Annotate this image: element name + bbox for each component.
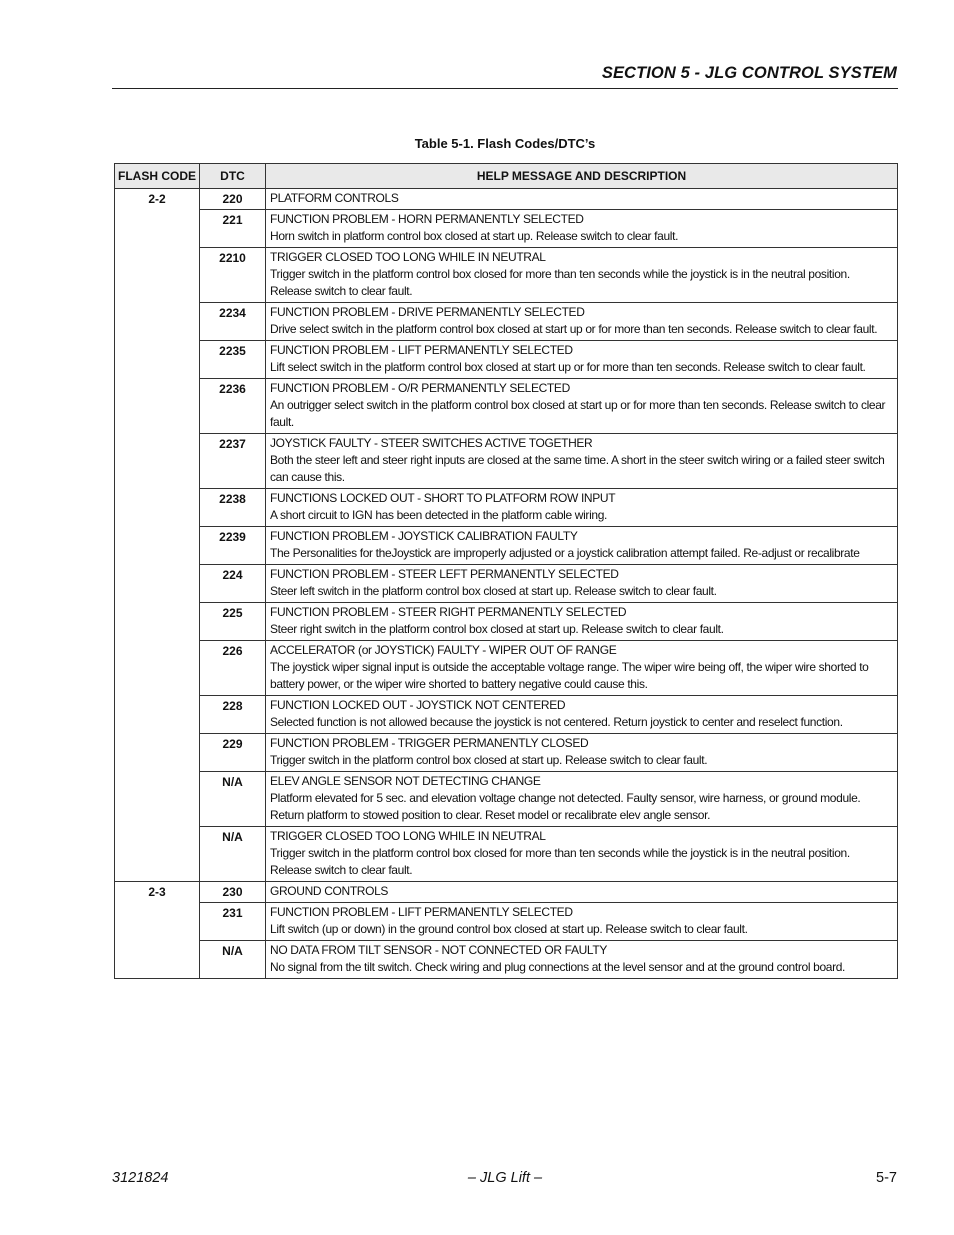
- help-message-description: Platform elevated for 5 sec. and elevation voltage change not detected. Faulty sensor, wire harness, or ground module. Return platform to stowed position to clear. Reset model or recalibrate elev angle sensor.: [270, 791, 861, 822]
- help-message-description: A short circuit to IGN has been detected in the platform cable wiring.: [270, 508, 608, 522]
- dtc-cell: 231: [200, 903, 266, 941]
- dtc-cell: 230: [200, 882, 266, 903]
- table-row: [115, 882, 898, 903]
- help-message-cell: [266, 903, 898, 941]
- dtc-cell: 2210: [200, 248, 266, 303]
- help-message-cell: [266, 434, 898, 489]
- dtc-cell: N/A: [200, 941, 266, 979]
- dtc-cell: 229: [200, 734, 266, 772]
- help-message-title: TRIGGER CLOSED TOO LONG WHILE IN NEUTRAL: [270, 829, 546, 843]
- table-row: [115, 489, 898, 527]
- help-message-title: FUNCTION PROBLEM - DRIVE PERMANENTLY SELECTED: [270, 305, 585, 319]
- dtc-cell: N/A: [200, 772, 266, 827]
- table-row: [115, 248, 898, 303]
- dtc-cell: 226: [200, 641, 266, 696]
- help-message-title: FUNCTION PROBLEM - O/R PERMANENTLY SELECTED: [270, 381, 570, 395]
- help-message-title: PLATFORM CONTROLS: [270, 191, 399, 205]
- table-row: [115, 565, 898, 603]
- help-message-cell: [266, 379, 898, 434]
- table-caption: Table 5-1. Flash Codes/DTC’s: [414, 136, 596, 151]
- help-message-cell: [266, 603, 898, 641]
- table-body: [115, 189, 898, 979]
- flash-codes-table: [114, 163, 898, 979]
- flash-code-cell: 2-2: [115, 189, 200, 882]
- table-header-row: [115, 164, 898, 189]
- help-message-cell: [266, 882, 898, 903]
- table-row: [115, 341, 898, 379]
- help-message-cell: [266, 189, 898, 210]
- help-message-title: FUNCTIONS LOCKED OUT - SHORT TO PLATFORM ROW INPUT: [270, 491, 616, 505]
- footer-brand: – JLG Lift –: [467, 1170, 543, 1186]
- dtc-cell: 2239: [200, 527, 266, 565]
- help-message-title: NO DATA FROM TILT SENSOR - NOT CONNECTED OR FAULTY: [270, 943, 607, 957]
- dtc-cell: 220: [200, 189, 266, 210]
- help-message-cell: [266, 489, 898, 527]
- help-message-description: Drive select switch in the platform control box closed at start up or for more than ten seconds. Release switch to clear fault.: [270, 322, 878, 336]
- dtc-cell: 224: [200, 565, 266, 603]
- header-rule: [112, 88, 898, 89]
- help-message-description: Trigger switch in the platform control box closed for more than ten seconds while the joystick is in the neutral position. Release switch to clear fault.: [270, 846, 850, 877]
- help-message-title: FUNCTION PROBLEM - STEER RIGHT PERMANENTLY SELECTED: [270, 605, 627, 619]
- help-message-description: Lift switch (up or down) in the ground control box closed at start up. Release switch to clear fault.: [270, 922, 748, 936]
- help-message-cell: [266, 341, 898, 379]
- dtc-cell: 228: [200, 696, 266, 734]
- flash-code-cell: 2-3: [115, 882, 200, 979]
- help-message-description: The Personalities for theJoystick are improperly adjusted or a joystick calibration attempt failed. Re-adjust or recalibrate: [270, 546, 860, 560]
- table-row: [115, 527, 898, 565]
- help-message-cell: [266, 941, 898, 979]
- table-row: [115, 734, 898, 772]
- help-message-cell: [266, 248, 898, 303]
- dtc-cell: 2235: [200, 341, 266, 379]
- table-row: [115, 379, 898, 434]
- help-message-title: FUNCTION PROBLEM - HORN PERMANENTLY SELECTED: [270, 212, 584, 226]
- help-message-description: Selected function is not allowed because the joystick is not centered. Return joystick to center and reselect function.: [270, 715, 843, 729]
- help-message-title: FUNCTION PROBLEM - LIFT PERMANENTLY SELECTED: [270, 905, 573, 919]
- help-message-cell: [266, 734, 898, 772]
- document-number: 3121824: [112, 1170, 169, 1186]
- table-row: [115, 303, 898, 341]
- help-message-cell: [266, 210, 898, 248]
- help-message-description: Steer right switch in the platform control box closed at start up. Release switch to clear fault.: [270, 622, 724, 636]
- help-message-description: Horn switch in platform control box closed at start up. Release switch to clear fault.: [270, 229, 679, 243]
- section-title: SECTION 5 - JLG CONTROL SYSTEM: [601, 64, 897, 82]
- help-message-title: FUNCTION LOCKED OUT - JOYSTICK NOT CENTERED: [270, 698, 566, 712]
- help-message-cell: [266, 565, 898, 603]
- help-message-cell: [266, 772, 898, 827]
- table-row: [115, 210, 898, 248]
- help-message-title: FUNCTION PROBLEM - JOYSTICK CALIBRATION FAULTY: [270, 529, 578, 543]
- table-row: [115, 189, 898, 210]
- help-message-title: FUNCTION PROBLEM - TRIGGER PERMANENTLY CLOSED: [270, 736, 589, 750]
- dtc-cell: 2236: [200, 379, 266, 434]
- help-message-description: Steer left switch in the platform control box closed at start up. Release switch to clear fault.: [270, 584, 717, 598]
- column-header-dtc: DTC: [200, 164, 266, 189]
- help-message-description: The joystick wiper signal input is outside the acceptable voltage range. The wiper wire being off, the wiper wire shorted to battery power, or the wiper wire shorted to battery negative could cause this.: [270, 660, 869, 691]
- help-message-description: Both the steer left and steer right inputs are closed at the same time. A short in the steer switch wiring or a failed steer switch can cause this.: [270, 453, 885, 484]
- help-message-cell: [266, 641, 898, 696]
- help-message-title: FUNCTION PROBLEM - LIFT PERMANENTLY SELECTED: [270, 343, 573, 357]
- help-message-title: ELEV ANGLE SENSOR NOT DETECTING CHANGE: [270, 774, 541, 788]
- help-message-description: Trigger switch in the platform control box closed at start up. Release switch to clear fault.: [270, 753, 708, 767]
- table-row: [115, 827, 898, 882]
- dtc-cell: N/A: [200, 827, 266, 882]
- table-row: [115, 434, 898, 489]
- dtc-cell: 225: [200, 603, 266, 641]
- column-header-help-message: HELP MESSAGE AND DESCRIPTION: [266, 164, 898, 189]
- dtc-cell: 2237: [200, 434, 266, 489]
- help-message-description: Lift select switch in the platform control box closed at start up or for more than ten seconds. Release switch to clear fault.: [270, 360, 866, 374]
- help-message-title: TRIGGER CLOSED TOO LONG WHILE IN NEUTRAL: [270, 250, 546, 264]
- table-row: [115, 941, 898, 979]
- help-message-title: FUNCTION PROBLEM - STEER LEFT PERMANENTLY SELECTED: [270, 567, 619, 581]
- help-message-cell: [266, 696, 898, 734]
- help-message-cell: [266, 527, 898, 565]
- help-message-title: GROUND CONTROLS: [270, 884, 389, 898]
- help-message-title: ACCELERATOR (or JOYSTICK) FAULTY - WIPER OUT OF RANGE: [270, 643, 617, 657]
- page-number: 5-7: [876, 1170, 897, 1186]
- dtc-cell: 2234: [200, 303, 266, 341]
- dtc-cell: 2238: [200, 489, 266, 527]
- table-row: [115, 603, 898, 641]
- help-message-description: Trigger switch in the platform control box closed for more than ten seconds while the joystick is in the neutral position. Release switch to clear fault.: [270, 267, 850, 298]
- help-message-title: JOYSTICK FAULTY - STEER SWITCHES ACTIVE TOGETHER: [270, 436, 593, 450]
- help-message-description: No signal from the tilt switch. Check wiring and plug connections at the level sensor and at the ground control board.: [270, 960, 846, 974]
- column-header-flash-code: FLASH CODE: [115, 164, 200, 189]
- dtc-cell: 221: [200, 210, 266, 248]
- table-row: [115, 641, 898, 696]
- table-row: [115, 696, 898, 734]
- table-row: [115, 772, 898, 827]
- help-message-description: An outrigger select switch in the platform control box closed at start up or for more than ten seconds. Release switch to clear fault.: [270, 398, 886, 429]
- table-row: [115, 903, 898, 941]
- help-message-cell: [266, 827, 898, 882]
- help-message-cell: [266, 303, 898, 341]
